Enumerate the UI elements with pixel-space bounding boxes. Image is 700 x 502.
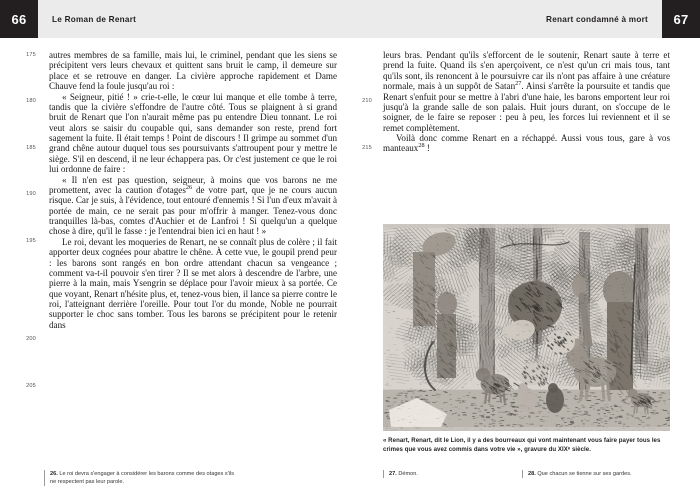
footnote-marker[interactable]: 28 (418, 142, 425, 150)
footnote (522, 470, 698, 478)
running-head-right: Renart condamné à mort (546, 14, 648, 24)
line-number: 200 (26, 336, 36, 342)
text-column-right (383, 50, 670, 154)
line-number: 185 (26, 145, 36, 151)
footnote-number: 27. (389, 471, 397, 477)
footnote-area (0, 470, 700, 502)
line-number: 215 (362, 145, 372, 151)
paragraph: Voilà donc comme Renart en a réchappé. Aussi vous tous, gare à vos manteaux$^{28}$ ! (383, 133, 670, 154)
footnote-marker[interactable]: 27 (515, 80, 522, 88)
text-column-left (49, 50, 337, 330)
folio-left: 66 (0, 0, 38, 38)
engraving-illustration (383, 224, 670, 431)
footnote (383, 470, 509, 478)
footnote-text: Que chacun se tienne sur ses gardes. (535, 471, 632, 477)
footnote-number: 28. (528, 471, 536, 477)
line-number: 205 (26, 383, 36, 389)
paragraph: Le roi, devant les moqueries de Renart, ne se connaît plus de colère ; il fait apporter deux cognées pour abattre le chêne. À cette vue, le goupil prend peur : les barons sont rangés en bon ordre attendant chacun sa vengeance ; comment va-t-il pouvoir s'en tirer ? Il se met alors à descendre de l'arbre, une pierre à la main, mais Ysengrin se déplace pour l'avoir mieux à sa portée. Ce que voyant, Renart n'hésite plus, et, tenez-vous bien, il lance sa pierre contre le roi, l'atteignant derrière l'oreille. Pour tout l'or du monde, Noble ne pourrait supporter le choc sans tomber. Tous les barons se précipitent pour le retenir dans (49, 236, 337, 330)
folio-right: 67 (662, 0, 700, 38)
line-number: 195 (26, 238, 36, 244)
running-head-left: Le Roman de Renart (52, 14, 137, 24)
line-number: 175 (26, 52, 36, 58)
figure-caption: « Renart, Renart, dit le Lion, il y a des bourreaux qui vont maintenant vous faire payer tous les crimes que vous avez commis dans votre vie », gravure du XIXᵉ siècle. (383, 437, 661, 454)
figure-block (383, 224, 670, 455)
footnote (44, 470, 240, 486)
paragraph: « Seigneur, pitié ! » crie-t-elle, le cœur lui manque et elle tombe à terre, tandis que la civière s'effondre de l'autre côté. Tous se plaignent à si grand bruit de Renart que l'on n'aurait même pas pu entendre Dieu tonnant. Le roi veut alors se saisir du coupable qui, sans demander son reste, prend fort sagement la fuite. Il était temps ! Point de discours ! Il grimpe au sommet d'un grand chêne autour duquel tous ses poursuivants s'attroupent pour y mettre le siège. S'il en descend, il ne leur échappera pas. Or c'est justement ce que le roi lui ordonne de faire : (49, 91, 337, 175)
line-number: 190 (26, 191, 36, 197)
line-number: 180 (26, 98, 36, 104)
footnote-text: Démon. (396, 471, 418, 477)
paragraph: « Il n'en est pas question, seigneur, à moins que vos barons ne me promettent, avec la caution d'otages$^{26}$ de votre part, que je ne cours aucun risque. Car je suis, à l'évidence, tout entouré d'ennemis ! Si l'un d'eux m'avait à portée de main, ce ne serait pas pour m'offrir à manger. Tenez-vous donc tranquilles là-bas, comtes d'Auchier et de Lanfroi ! Si quelqu'un a quelque chose à dire, qu'il le fasse : je l'entendrai bien ici en haut ! » (49, 174, 337, 237)
footnote-marker[interactable]: 26 (185, 183, 193, 191)
line-number: 210 (362, 98, 372, 104)
footnote-number: 26. (50, 471, 58, 477)
footnote-text: Le roi devra s'engager à considérer les barons comme des otages s'ils ne respectent pas leur parole. (50, 471, 235, 486)
paragraph: autres membres de sa famille, mais lui, le criminel, pendant que les siens se précipitent vers leurs chevaux et quittent sans bruit le camp, il demeure sur place et se retrouve en danger. La civière approche rapidement et Dame Chauve fend la foule jusqu'au roi : (49, 50, 337, 92)
paragraph: leurs bras. Pendant qu'ils s'efforcent de le soutenir, Renart saute à terre et prend la fuite. Quand ils s'en aperçoivent, ce n'est qu'un cri mais tous, tant qu'ils sont, ils renoncent à le poursuivre car ils n'ont pas affaire à une créature normale, mais à un suppôt de Satan$^{27}$. Ainsi s'arrête la poursuite et tandis que Renart s'enfuit pour se mettre à l'abri d'une haie, les barons emportent leur roi jusqu'à la grande salle de son palais. Huit jours durant, on s'occupe de le soigner, de le faire se reposer : peu à peu, les forces lui reviennent et il se remet complètement. (383, 50, 670, 133)
